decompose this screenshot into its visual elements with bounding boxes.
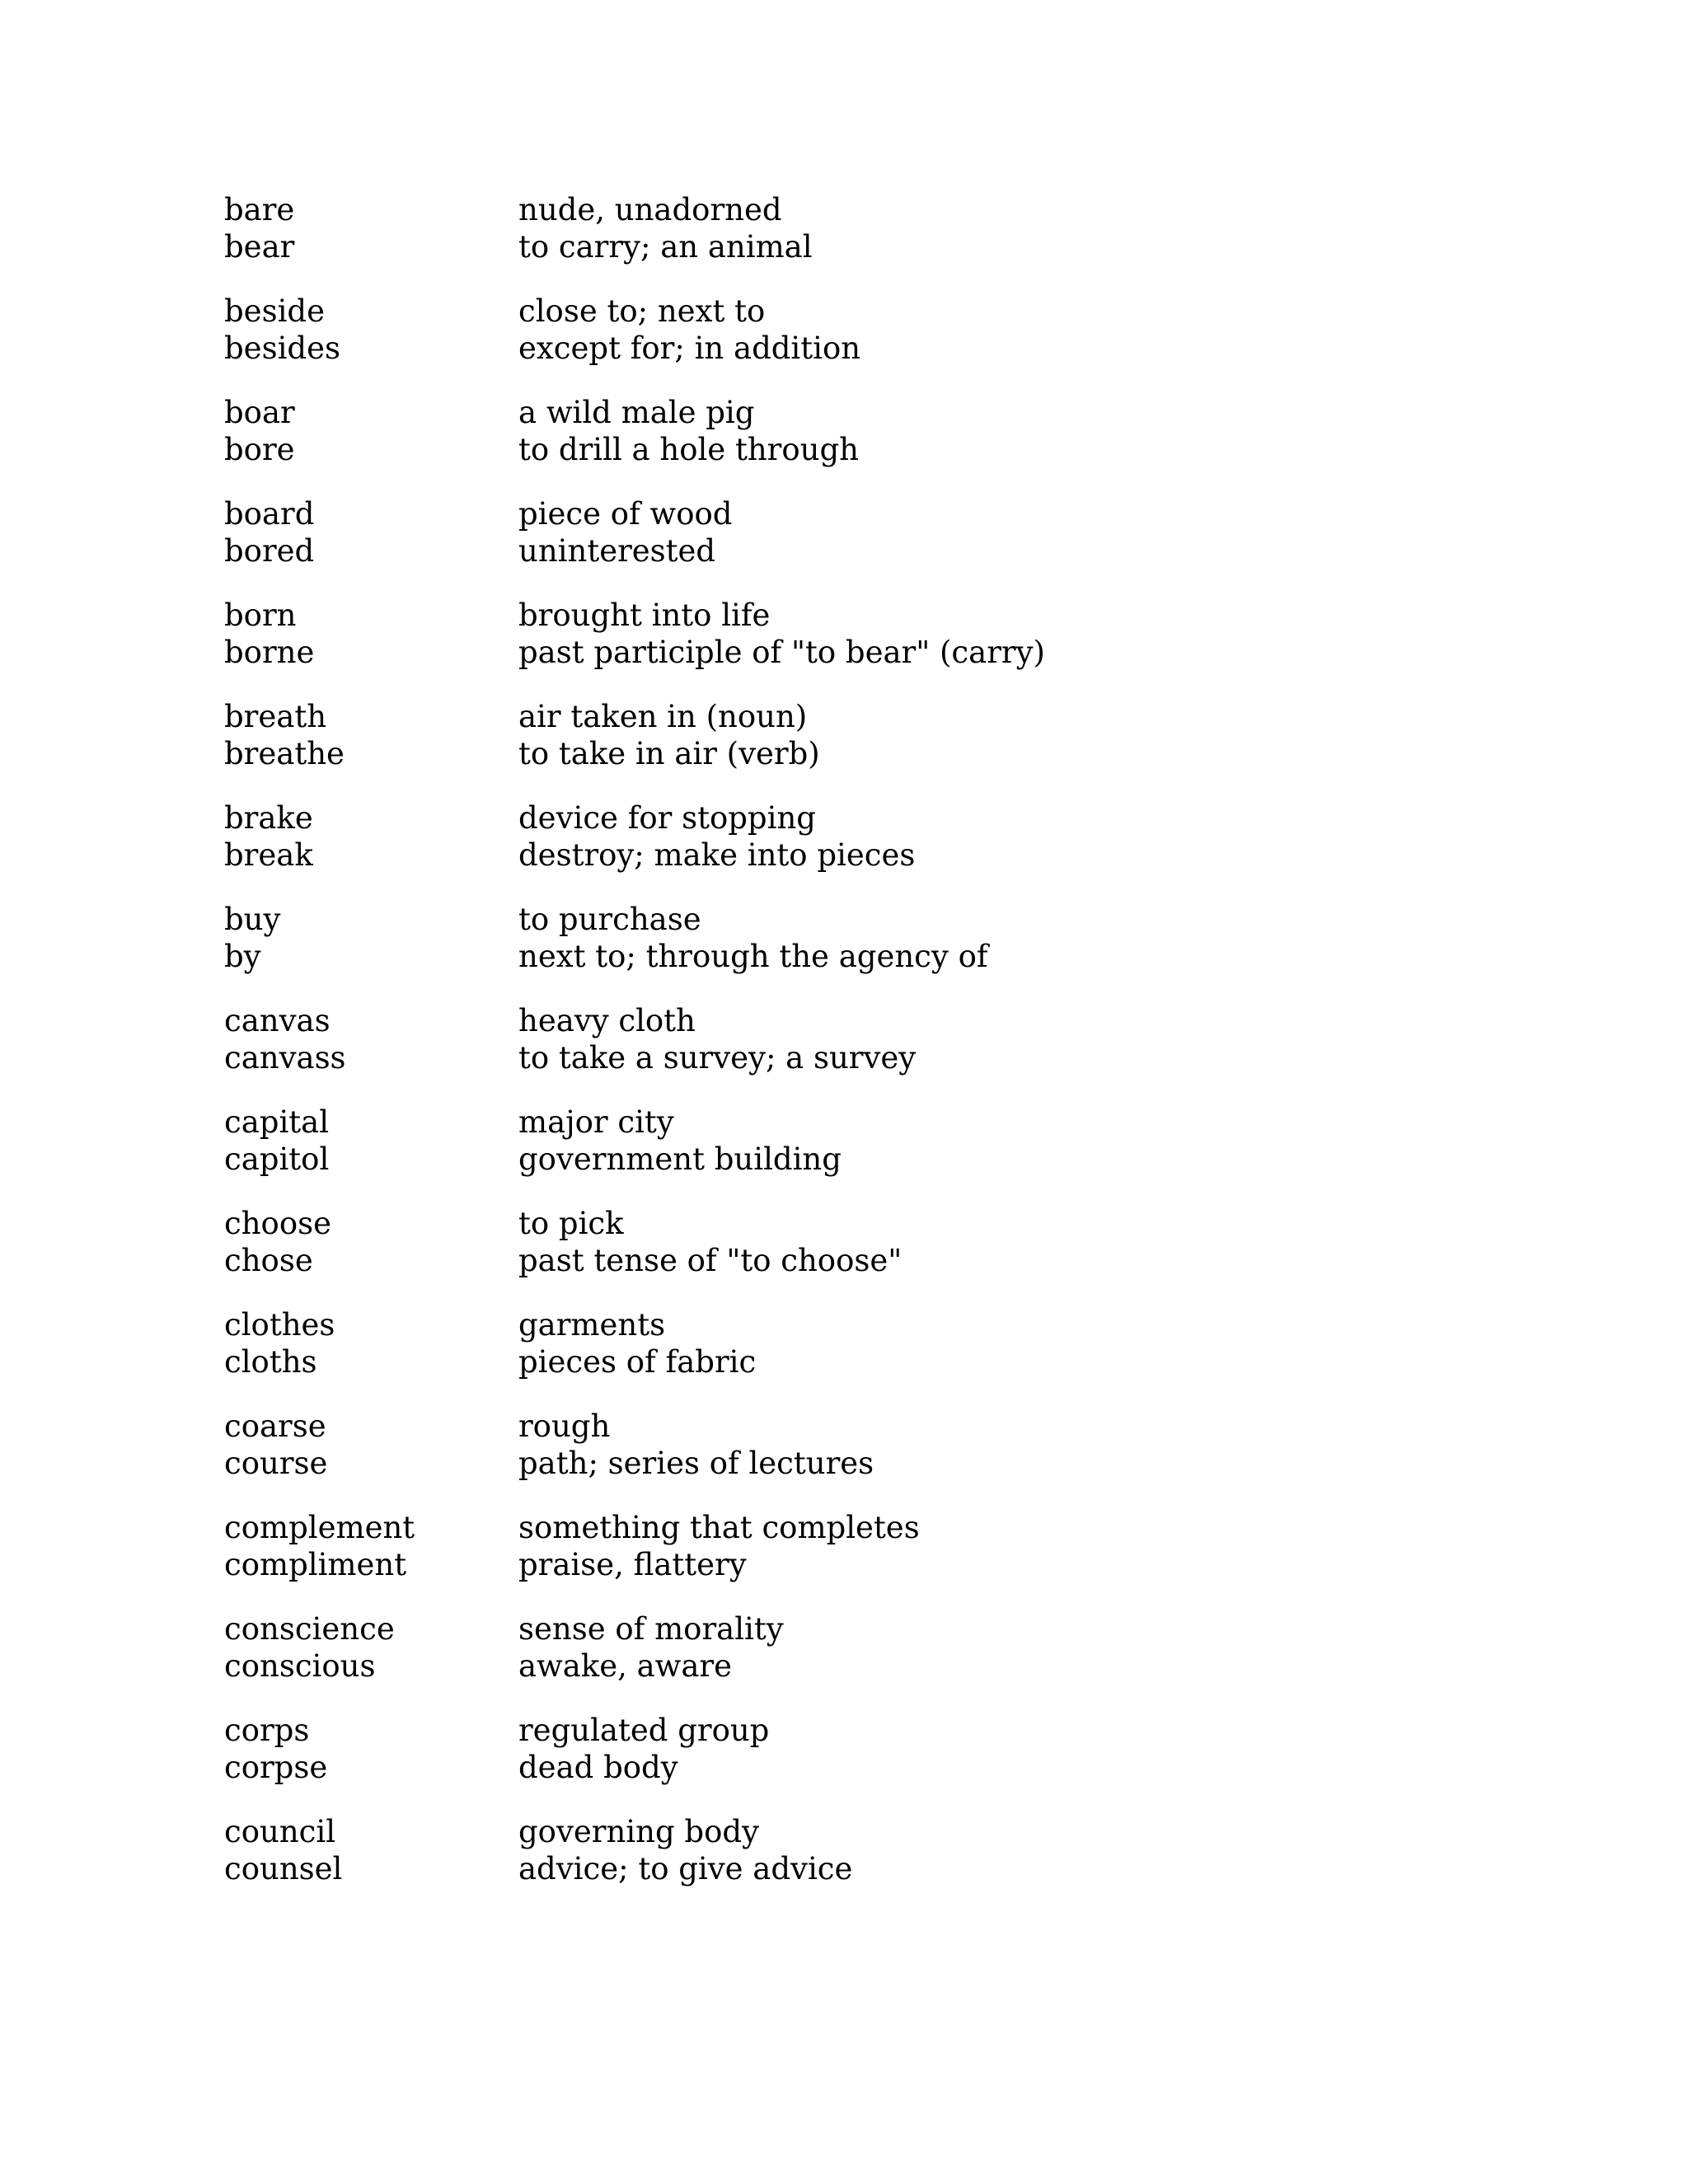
entry-row [224, 799, 1543, 837]
entry-word: breath [224, 699, 327, 734]
entry-definition: sense of morality [518, 1611, 784, 1647]
entry-definition: piece of wood [518, 496, 733, 532]
entry-row [224, 1813, 1543, 1850]
entry-row [224, 1712, 1543, 1749]
entry-word: beside [224, 293, 325, 329]
entry-definition: to take in air (verb) [518, 736, 820, 771]
entry-definition: to purchase [518, 902, 701, 937]
entry-definition: advice; to give advice [518, 1851, 853, 1886]
word-pair [224, 1610, 1543, 1685]
entry-word: conscience [224, 1611, 395, 1647]
entry-word: buy [224, 902, 281, 937]
entry-word: canvass [224, 1040, 346, 1076]
entry-definition: pieces of fabric [518, 1344, 757, 1380]
word-list [224, 191, 1543, 1915]
entry-row [224, 1647, 1543, 1685]
entry-word: besides [224, 330, 340, 366]
entry-word: compliment [224, 1547, 407, 1582]
word-pair [224, 1104, 1543, 1178]
word-pair [224, 1205, 1543, 1279]
entry-definition: destroy; make into pieces [518, 837, 916, 873]
entry-definition: regulated group [518, 1713, 770, 1748]
entry-word: bored [224, 533, 315, 569]
entry-definition: rough [518, 1408, 611, 1444]
entry-word: canvas [224, 1003, 331, 1038]
entry-word: council [224, 1814, 336, 1849]
entry-word: corpse [224, 1750, 328, 1785]
entry-row [224, 698, 1543, 735]
entry-definition: awake, aware [518, 1648, 732, 1684]
entry-row [224, 394, 1543, 431]
entry-definition: praise, flattery [518, 1547, 747, 1582]
word-pair [224, 597, 1543, 671]
entry-definition: brought into life [518, 598, 771, 633]
word-pair [224, 799, 1543, 874]
entry-word: course [224, 1446, 328, 1481]
entry-definition: a wild male pig [518, 395, 755, 430]
entry-definition: path; series of lectures [518, 1446, 874, 1481]
entry-definition: dead body [518, 1750, 678, 1785]
word-pair [224, 293, 1543, 367]
entry-word: born [224, 598, 297, 633]
entry-row [224, 597, 1543, 634]
entry-row [224, 1445, 1543, 1482]
word-pair [224, 901, 1543, 975]
entry-definition: government building [518, 1141, 842, 1177]
entry-word: board [224, 496, 315, 532]
entry-row [224, 1104, 1543, 1141]
entry-row [224, 901, 1543, 938]
entry-word: capitol [224, 1141, 330, 1177]
entry-word: borne [224, 635, 315, 670]
word-pair [224, 394, 1543, 468]
entry-word: bear [224, 229, 295, 265]
entry-word: bare [224, 192, 295, 227]
entry-row [224, 837, 1543, 874]
entry-definition: to take a survey; a survey [518, 1040, 917, 1076]
entry-row [224, 1039, 1543, 1076]
entry-row [224, 293, 1543, 330]
entry-row [224, 330, 1543, 367]
entry-word: counsel [224, 1851, 343, 1886]
word-pair [224, 1712, 1543, 1786]
entry-word: cloths [224, 1344, 317, 1380]
entry-definition: close to; next to [518, 293, 766, 329]
entry-definition: governing body [518, 1814, 759, 1849]
entry-word: brake [224, 800, 313, 836]
entry-definition: nude, unadorned [518, 192, 782, 227]
entry-definition: air taken in (noun) [518, 699, 808, 734]
entry-row [224, 1749, 1543, 1786]
entry-definition: except for; in addition [518, 330, 861, 366]
entry-definition: past tense of "to choose" [518, 1243, 903, 1278]
entry-definition: past participle of "to bear" (carry) [518, 635, 1045, 670]
entry-row [224, 1546, 1543, 1583]
entry-definition: something that completes [518, 1510, 920, 1545]
entry-row [224, 1242, 1543, 1279]
word-pair [224, 1002, 1543, 1076]
entry-definition: major city [518, 1104, 674, 1140]
entry-definition: next to; through the agency of [518, 939, 988, 974]
entry-row [224, 634, 1543, 671]
entry-definition: uninterested [518, 533, 716, 569]
word-pair [224, 1306, 1543, 1380]
entry-word: bore [224, 432, 295, 467]
entry-definition: to carry; an animal [518, 229, 813, 265]
entry-word: choose [224, 1206, 331, 1241]
word-pair [224, 698, 1543, 772]
entry-word: breathe [224, 736, 345, 771]
entry-row [224, 735, 1543, 772]
word-pair [224, 1408, 1543, 1482]
entry-row [224, 1850, 1543, 1887]
entry-row [224, 228, 1543, 265]
entry-row [224, 1306, 1543, 1343]
entry-word: capital [224, 1104, 330, 1140]
entry-row [224, 1343, 1543, 1380]
entry-word: complement [224, 1510, 415, 1545]
entry-row [224, 1408, 1543, 1445]
entry-row [224, 1002, 1543, 1039]
entry-word: by [224, 939, 261, 974]
word-pair [224, 1813, 1543, 1887]
word-pair [224, 191, 1543, 265]
word-pair [224, 495, 1543, 569]
entry-word: chose [224, 1243, 313, 1278]
entry-definition: to drill a hole through [518, 432, 859, 467]
entry-row [224, 495, 1543, 532]
entry-row [224, 938, 1543, 975]
entry-row [224, 431, 1543, 468]
entry-row [224, 1141, 1543, 1178]
entry-row [224, 1509, 1543, 1546]
entry-word: coarse [224, 1408, 326, 1444]
entry-word: break [224, 837, 313, 873]
entry-row [224, 191, 1543, 228]
entry-word: clothes [224, 1307, 335, 1343]
entry-row [224, 1610, 1543, 1647]
entry-word: corps [224, 1713, 310, 1748]
word-pair [224, 1509, 1543, 1583]
entry-row [224, 532, 1543, 569]
entry-row [224, 1205, 1543, 1242]
entry-definition: heavy cloth [518, 1003, 696, 1038]
entry-word: conscious [224, 1648, 376, 1684]
entry-definition: garments [518, 1307, 666, 1343]
entry-word: boar [224, 395, 295, 430]
entry-definition: to pick [518, 1206, 624, 1241]
entry-definition: device for stopping [518, 800, 816, 836]
